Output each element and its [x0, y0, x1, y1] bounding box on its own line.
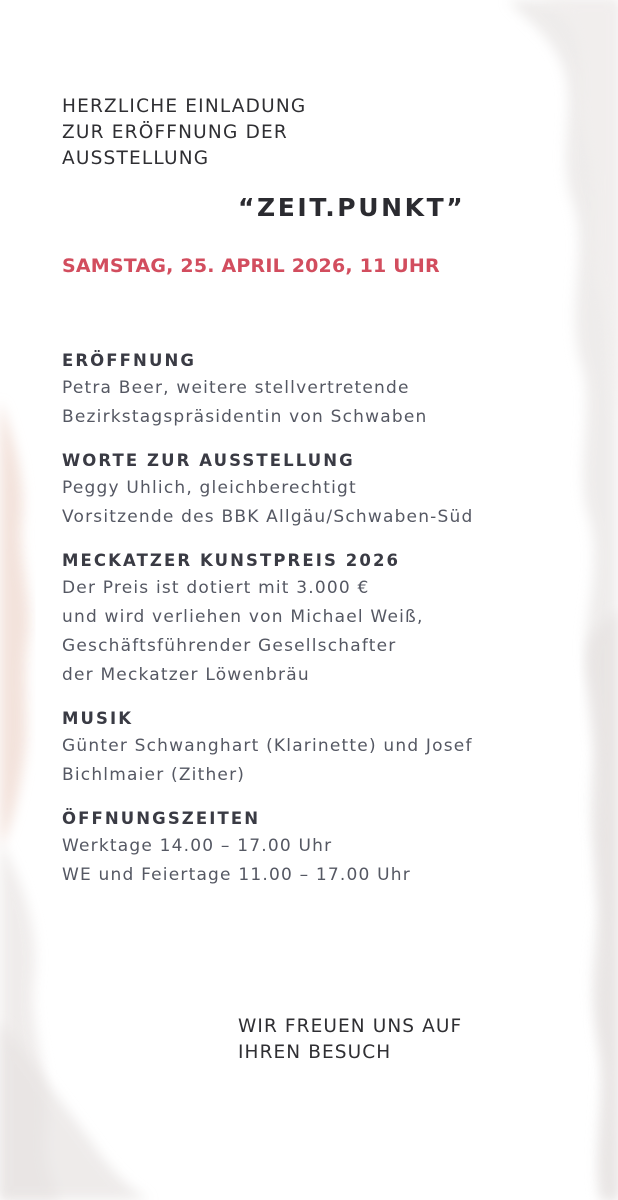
section-line: Peggy Uhlich, gleichberechtigt [62, 478, 357, 498]
intro-line: AUSSTELLUNG [62, 148, 210, 169]
invitation-intro [62, 94, 306, 172]
exhibition-title: “ZEIT.PUNKT” [238, 193, 466, 222]
section-line: der Meckatzer Löwenbräu [62, 665, 310, 685]
section-heading: MUSIK [62, 709, 134, 728]
section-line: Der Preis ist dotiert mit 3.000 € [62, 578, 370, 598]
section-line: Geschäftsführender Gesellschafter [62, 636, 397, 656]
section-line: Bichlmaier (Zither) [62, 765, 246, 785]
closing-message [238, 1014, 462, 1066]
section-heading: ÖFFNUNGSZEITEN [62, 809, 261, 828]
section-opening-hours [62, 806, 602, 890]
program-list [62, 348, 602, 906]
event-date: SAMSTAG, 25. APRIL 2026, 11 UHR [62, 255, 440, 277]
section-heading: WORTE ZUR AUSSTELLUNG [62, 451, 355, 470]
section-line: WE und Feiertage 11.00 – 17.00 Uhr [62, 865, 411, 885]
section-line: Petra Beer, weitere stellvertretende [62, 378, 410, 398]
section-line: und wird verliehen von Michael Weiß, [62, 607, 424, 627]
section-heading: MECKATZER KUNSTPREIS 2026 [62, 551, 401, 570]
section-words [62, 448, 602, 532]
section-heading: ERÖFFNUNG [62, 351, 197, 370]
intro-line: HERZLICHE EINLADUNG [62, 96, 307, 117]
closing-line: IHREN BESUCH [238, 1042, 392, 1063]
section-opening [62, 348, 602, 432]
section-line: Werktage 14.00 – 17.00 Uhr [62, 836, 333, 856]
closing-line: WIR FREUEN UNS AUF [238, 1016, 463, 1037]
section-line: Bezirkstagspräsidentin von Schwaben [62, 407, 428, 427]
section-line: Vorsitzende des BBK Allgäu/Schwaben-Süd [62, 507, 474, 527]
intro-line: ZUR ERÖFFNUNG DER [62, 122, 288, 143]
section-line: Günter Schwanghart (Klarinette) und Josef [62, 736, 473, 756]
section-music [62, 706, 602, 790]
peach-wash-left [0, 400, 29, 850]
section-art-prize [62, 548, 602, 690]
